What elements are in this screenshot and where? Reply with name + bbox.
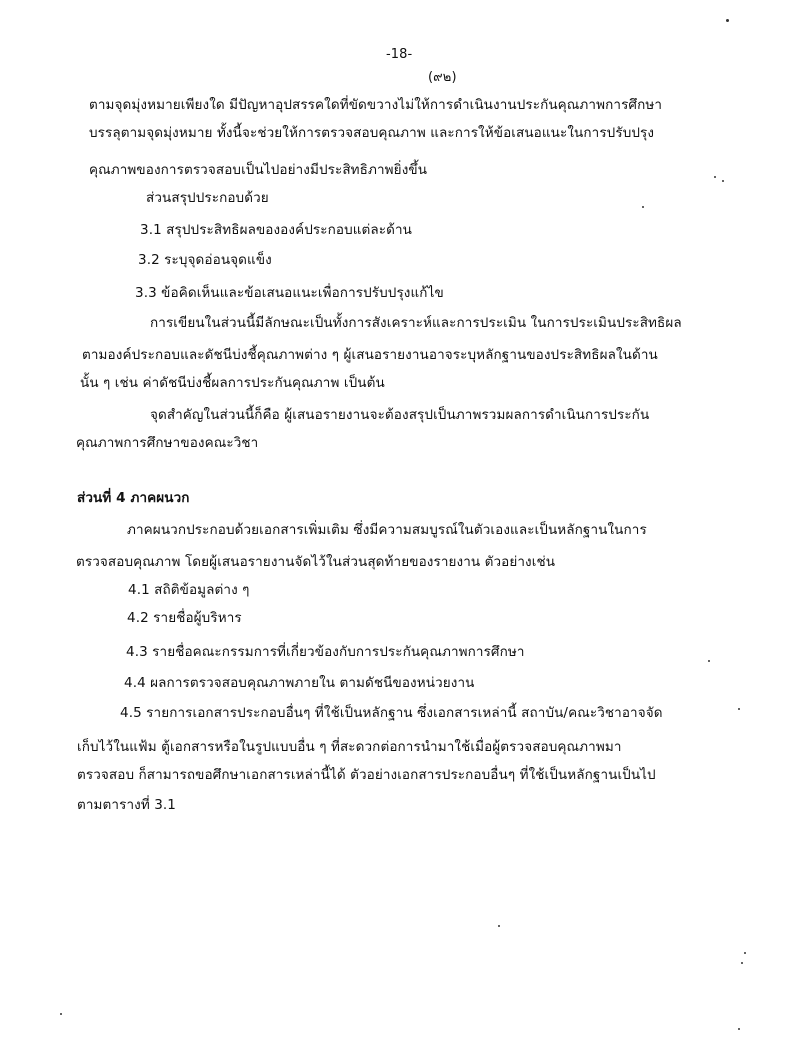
scan-speck bbox=[60, 1013, 62, 1015]
paragraph-line: ตรวจสอบคุณภาพ โดยผู้เสนอรายงานจัดไว้ในส่วนสุดท้ายของรายงาน ตัวอย่างเช่น bbox=[76, 554, 556, 570]
section-heading: ส่วนที่ 4 ภาคผนวก bbox=[77, 490, 190, 506]
appendix-item: 4.2 รายชื่อผู้บริหาร bbox=[127, 610, 242, 626]
scan-speck bbox=[722, 180, 724, 182]
scan-speck bbox=[498, 925, 500, 927]
appendix-item: 4.5 รายการเอกสารประกอบอื่นๆ ที่ใช้เป็นหลักฐาน ซึ่งเอกสารเหล่านี้ สถาบัน/คณะวิชาอาจจัด bbox=[120, 705, 663, 721]
summary-heading: ส่วนสรุปประกอบด้วย bbox=[146, 190, 269, 206]
scan-speck bbox=[726, 19, 729, 22]
paragraph-line: ตามตารางที่ 3.1 bbox=[77, 797, 176, 813]
summary-item: 3.3 ข้อคิดเห็นและข้อเสนอแนะเพื่อการปรับปรุงแก้ไข bbox=[135, 285, 444, 301]
paragraph-line: นั้น ๆ เช่น ค่าดัชนีบ่งชี้ผลการประกันคุณภาพ เป็นต้น bbox=[80, 375, 385, 391]
paragraph-line: ตรวจสอบ ก็สามารถขอศึกษาเอกสารเหล่านี้ได้ ตัวอย่างเอกสารประกอบอื่นๆ ที่ใช้เป็นหลักฐานเป็นไป bbox=[77, 767, 656, 783]
paragraph-line: คุณภาพของการตรวจสอบเป็นไปอย่างมีประสิทธิภาพยิ่งขึ้น bbox=[89, 162, 428, 178]
paragraph-line: ตามจุดมุ่งหมายเพียงใด มีปัญหาอุปสรรคใดที่ขัดขวางไม่ให้การดำเนินงานประกันคุณภาพการศึกษา bbox=[89, 97, 663, 113]
summary-item: 3.1 สรุปประสิทธิผลขององค์ประกอบแต่ละด้าน bbox=[140, 222, 413, 238]
scan-speck bbox=[744, 952, 746, 954]
appendix-item: 4.1 สถิติข้อมูลต่าง ๆ bbox=[128, 582, 250, 598]
paragraph-line: ภาคผนวกประกอบด้วยเอกสารเพิ่มเติม ซึ่งมีความสมบูรณ์ในตัวเองและเป็นหลักฐานในการ bbox=[127, 522, 647, 538]
paragraph-line: คุณภาพการศึกษาของคณะวิชา bbox=[76, 435, 259, 451]
scan-speck bbox=[738, 1028, 740, 1030]
page-number: -18- bbox=[386, 47, 413, 62]
scan-speck bbox=[738, 708, 740, 710]
paragraph-line: ตามองค์ประกอบและดัชนีบ่งชี้คุณภาพต่าง ๆ ผู้เสนอรายงานอาจระบุหลักฐานของประสิทธิผลในด้าน bbox=[82, 347, 658, 363]
paragraph-line: บรรลุตามจุดมุ่งหมาย ทั้งนี้จะช่วยให้การตรวจสอบคุณภาพ และการให้ข้อเสนอแนะในการปรับปรุง bbox=[89, 125, 655, 141]
paragraph-line: การเขียนในส่วนนี้มีลักษณะเป็นทั้งการสังเคราะห์และการประเมิน ในการประเมินประสิทธิผล bbox=[150, 315, 682, 331]
scan-speck bbox=[714, 176, 716, 178]
scan-speck bbox=[708, 660, 710, 662]
paragraph-line: เก็บไว้ในแฟ้ม ตู้เอกสารหรือในรูปแบบอื่น ๆ ที่สะดวกต่อการนำมาใช้เมื่อผู้ตรวจสอบคุณภาพมา bbox=[77, 739, 622, 755]
appendix-item: 4.3 รายชื่อคณะกรรมการที่เกี่ยวข้องกับการประกันคุณภาพการศึกษา bbox=[126, 644, 525, 660]
scan-speck bbox=[642, 206, 644, 208]
summary-item: 3.2 ระบุจุดอ่อนจุดแข็ง bbox=[138, 252, 272, 268]
paragraph-line: จุดสำคัญในส่วนนี้ก็คือ ผู้เสนอรายงานจะต้องสรุปเป็นภาพรวมผลการดำเนินการประกัน bbox=[150, 407, 650, 423]
appendix-item: 4.4 ผลการตรวจสอบคุณภาพภายใน ตามดัชนีของหน่วยงาน bbox=[124, 675, 475, 691]
page-number-thai: (๙๒) bbox=[428, 70, 457, 85]
scan-speck bbox=[741, 962, 743, 964]
